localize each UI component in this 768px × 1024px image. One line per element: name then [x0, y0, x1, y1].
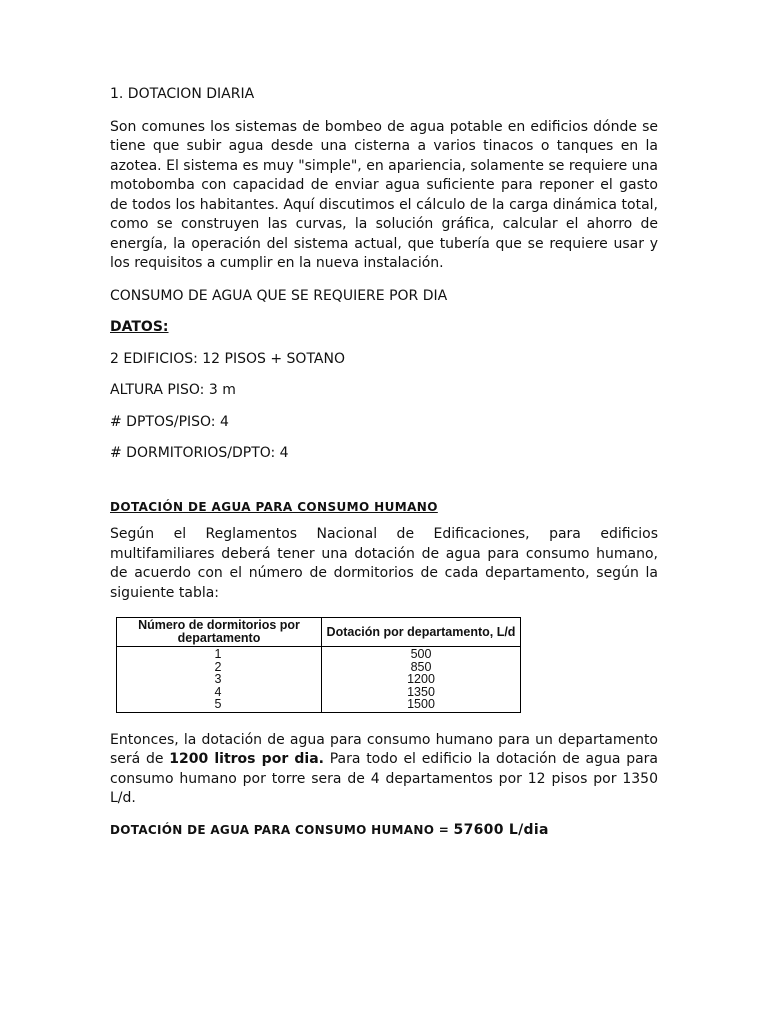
table-cell: 1350	[322, 686, 521, 699]
table-cell: 1500	[322, 698, 521, 712]
table-row	[117, 686, 521, 699]
conclusion-text: Entonces, la dotación de agua para consumo humano para un departamento será de	[110, 731, 658, 767]
dotacion-subheading: DOTACIÓN DE AGUA PARA CONSUMO HUMANO	[110, 499, 438, 514]
consumo-heading: CONSUMO DE AGUA QUE SE REQUIERE POR DIA	[110, 287, 448, 304]
datos-item: # DPTOS/PISO: 4	[110, 413, 229, 430]
final-value: 57600 L/dia	[453, 821, 549, 838]
reglamento-paragraph: Según el Reglamentos Nacional de Edificaciones, para edificios multifamiliares deberá tener una dotación de agua para consumo humano, de acuerdo con el número de dormitorios de cada departamento, según la siguiente tabla:	[110, 526, 658, 601]
dotacion-table	[116, 617, 521, 713]
table-cell: 3	[117, 673, 322, 686]
table-cell: 500	[322, 647, 521, 661]
table-header-row	[117, 618, 521, 647]
datos-item: 2 EDIFICIOS: 12 PISOS + SOTANO	[110, 350, 345, 367]
conclusion-text-2: Para todo el edificio la dotación de agua para consumo humano por torre sera de 4 departamentos por 12 pisos por 1350 L/d.	[110, 751, 658, 806]
final-result	[110, 821, 658, 841]
table-cell: 2	[117, 661, 322, 674]
table-row	[117, 673, 521, 686]
intro-paragraph: Son comunes los sistemas de bombeo de agua potable en edificios dónde se tiene que subir agua desde una cisterna a varios tinacos o tanques en la azotea. El sistema es muy "simple", en apariencia, solamente se requiere una motobomba con capacidad de enviar agua suficiente para reponer el gasto de todos los habitantes. Aquí discutimos el cálculo de la carga dinámica total, como se construyen las curvas, la solución gráfica, calcular el ahorro de energía, la operación del sistema actual, que tubería que se requiere usar y los requisitos a cumplir en la nueva instalación.	[110, 118, 658, 271]
table-cell: 1	[117, 647, 322, 661]
table-cell: 850	[322, 661, 521, 674]
table-header-dormitorios: Número de dormitorios por departamento	[117, 618, 322, 647]
table-cell: 4	[117, 686, 322, 699]
table-row	[117, 698, 521, 712]
document-page	[110, 85, 658, 840]
table-header-dotacion: Dotación por departamento, L/d	[322, 618, 521, 647]
final-label: DOTACIÓN DE AGUA PARA CONSUMO HUMANO =	[110, 822, 454, 837]
table-cell: 1200	[322, 673, 521, 686]
datos-item: ALTURA PISO: 3 m	[110, 382, 236, 398]
table-row	[117, 661, 521, 674]
table-row	[117, 647, 521, 661]
conclusion-bold: 1200 litros por dia.	[169, 751, 324, 767]
datos-label: DATOS:	[110, 319, 169, 335]
conclusion-paragraph	[110, 731, 658, 809]
section-heading: 1. DOTACION DIARIA	[110, 86, 255, 102]
datos-item: # DORMITORIOS/DPTO: 4	[110, 445, 289, 461]
table-cell: 5	[117, 698, 322, 712]
